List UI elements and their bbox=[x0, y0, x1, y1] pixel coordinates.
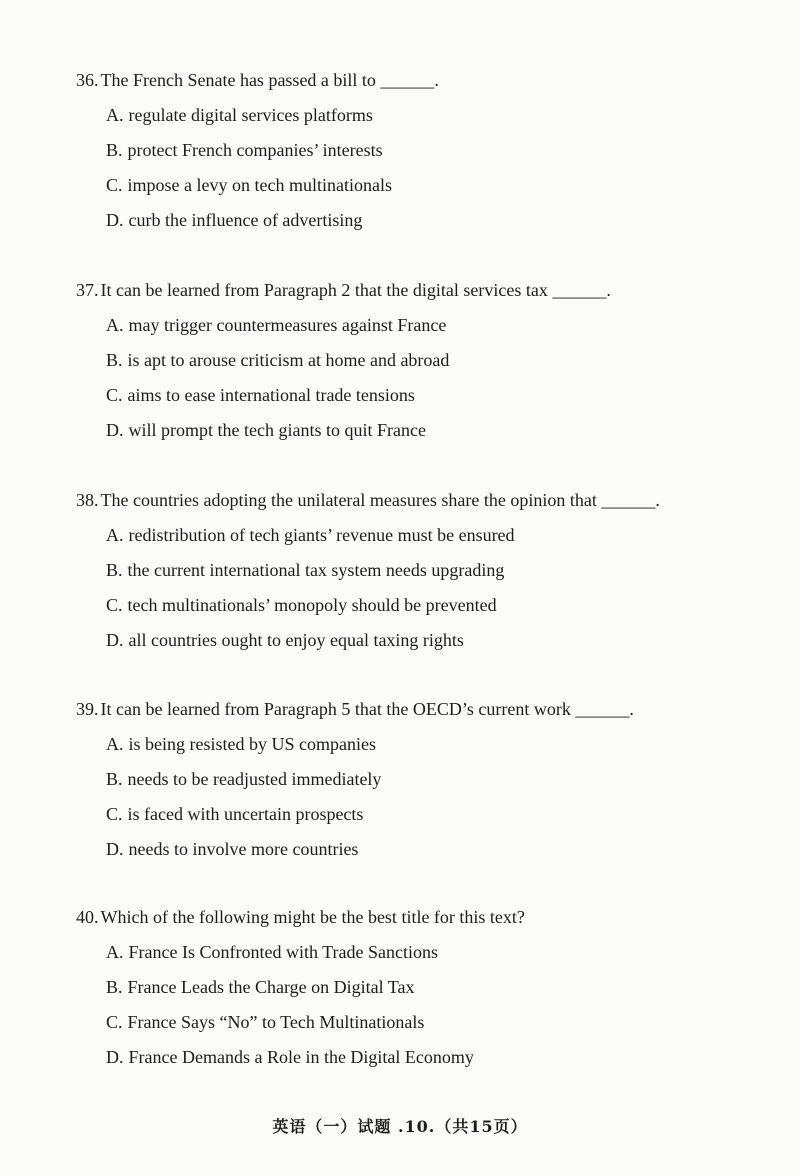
option-text: may trigger countermeasures against France bbox=[128, 315, 447, 335]
option-c bbox=[106, 174, 392, 196]
question-text: Which of the following might be the best title for this text? bbox=[100, 907, 525, 927]
question-text: It can be learned from Paragraph 2 that the digital services tax ______. bbox=[100, 280, 611, 300]
option-text: all countries ought to enjoy equal taxing rights bbox=[128, 630, 464, 650]
question-number: 36. bbox=[76, 70, 99, 90]
option-text: France Demands a Role in the Digital Economy bbox=[128, 1047, 474, 1067]
option-text: is apt to arouse criticism at home and abroad bbox=[127, 350, 450, 370]
question-number: 38. bbox=[76, 490, 99, 510]
option-a bbox=[106, 524, 515, 546]
question-stem bbox=[76, 279, 611, 301]
option-text: tech multinationals’ monopoly should be prevented bbox=[127, 595, 497, 615]
option-a bbox=[106, 104, 373, 126]
option-b bbox=[106, 976, 415, 998]
option-c bbox=[106, 594, 497, 616]
question-stem bbox=[76, 489, 660, 511]
option-letter: B. bbox=[106, 140, 123, 160]
option-letter: D. bbox=[106, 420, 124, 440]
option-text: will prompt the tech giants to quit France bbox=[128, 420, 426, 440]
option-d bbox=[106, 419, 426, 441]
option-letter: D. bbox=[106, 839, 124, 859]
option-text: needs to be readjusted immediately bbox=[127, 769, 382, 789]
option-letter: A. bbox=[106, 105, 124, 125]
option-text: the current international tax system needs upgrading bbox=[127, 560, 505, 580]
option-b bbox=[106, 349, 449, 371]
option-letter: B. bbox=[106, 560, 123, 580]
option-d bbox=[106, 838, 358, 860]
option-letter: B. bbox=[106, 769, 123, 789]
question-number: 40. bbox=[76, 907, 99, 927]
option-letter: C. bbox=[106, 385, 123, 405]
option-letter: A. bbox=[106, 942, 124, 962]
option-letter: D. bbox=[106, 210, 124, 230]
option-c bbox=[106, 803, 363, 825]
option-c bbox=[106, 1011, 424, 1033]
option-c bbox=[106, 384, 415, 406]
option-text: is being resisted by US companies bbox=[128, 734, 376, 754]
option-text: is faced with uncertain prospects bbox=[127, 804, 364, 824]
option-letter: D. bbox=[106, 1047, 124, 1067]
option-letter: A. bbox=[106, 315, 124, 335]
question-text: The countries adopting the unilateral measures share the opinion that ______. bbox=[100, 490, 660, 510]
option-a bbox=[106, 314, 446, 336]
question-stem bbox=[76, 906, 525, 928]
question-number: 37. bbox=[76, 280, 99, 300]
option-letter: B. bbox=[106, 350, 123, 370]
option-d bbox=[106, 629, 464, 651]
option-text: redistribution of tech giants’ revenue must be ensured bbox=[128, 525, 515, 545]
option-text: impose a levy on tech multinationals bbox=[127, 175, 392, 195]
option-text: France Says “No” to Tech Multinationals bbox=[127, 1012, 425, 1032]
option-letter: C. bbox=[106, 175, 123, 195]
question-stem bbox=[76, 69, 439, 91]
option-letter: A. bbox=[106, 525, 124, 545]
option-b bbox=[106, 559, 504, 581]
option-text: aims to ease international trade tensions bbox=[127, 385, 415, 405]
option-letter: C. bbox=[106, 595, 123, 615]
option-text: curb the influence of advertising bbox=[128, 210, 363, 230]
option-d bbox=[106, 1046, 474, 1068]
option-a bbox=[106, 941, 438, 963]
option-text: regulate digital services platforms bbox=[128, 105, 373, 125]
question-stem bbox=[76, 698, 634, 720]
option-letter: B. bbox=[106, 977, 123, 997]
option-text: France Leads the Charge on Digital Tax bbox=[127, 977, 415, 997]
option-text: needs to involve more countries bbox=[128, 839, 359, 859]
question-text: The French Senate has passed a bill to ______. bbox=[100, 70, 439, 90]
option-a bbox=[106, 733, 376, 755]
question-number: 39. bbox=[76, 699, 99, 719]
option-text: protect French companies’ interests bbox=[127, 140, 383, 160]
option-b bbox=[106, 139, 383, 161]
page-footer: 英语（一）试题 .10.（共15页） bbox=[272, 1117, 528, 1136]
option-text: France Is Confronted with Trade Sanctions bbox=[128, 942, 438, 962]
option-letter: C. bbox=[106, 1012, 123, 1032]
option-letter: A. bbox=[106, 734, 124, 754]
option-d bbox=[106, 209, 362, 231]
option-letter: D. bbox=[106, 630, 124, 650]
option-b bbox=[106, 768, 381, 790]
question-text: It can be learned from Paragraph 5 that the OECD’s current work ______. bbox=[100, 699, 634, 719]
option-letter: C. bbox=[106, 804, 123, 824]
